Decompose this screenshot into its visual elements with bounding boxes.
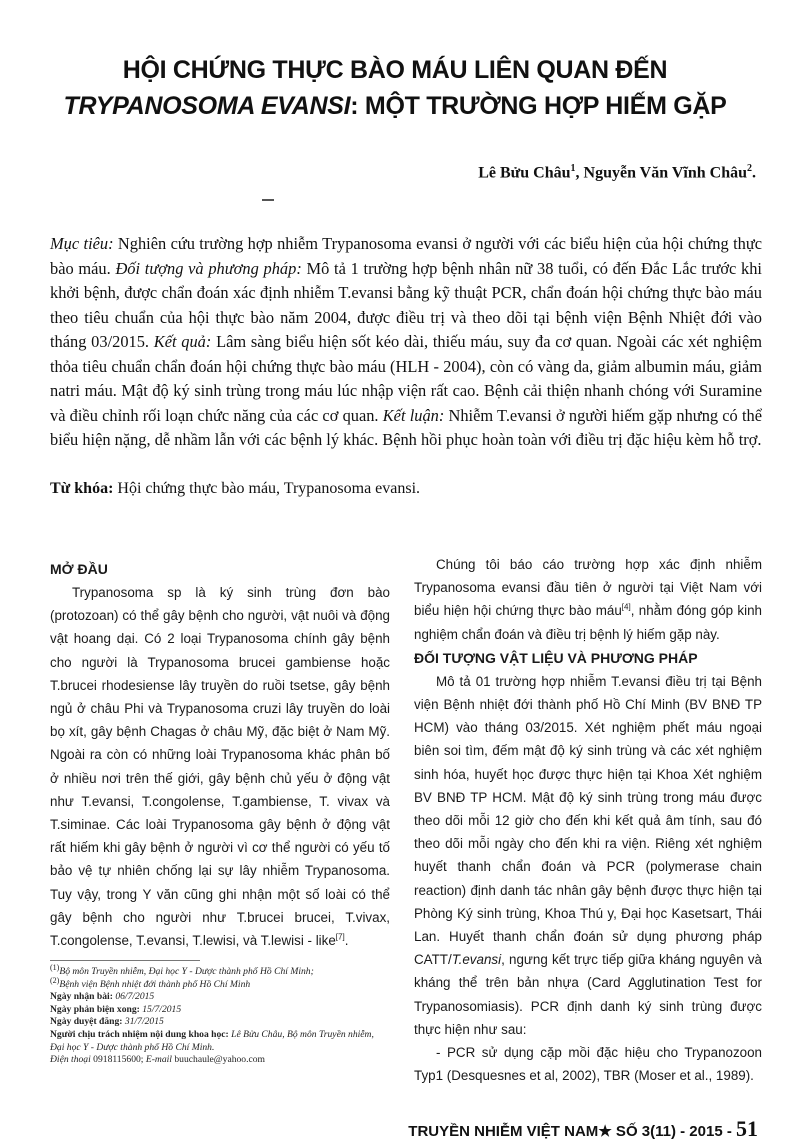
methods-p1-text: Mô tả 01 trường hợp nhiễm T.evansi điều trị tại Bệnh viện Bệnh nhiệt đới thành phố Hồ Chí Minh (BV BNĐ TP HCM) vào tháng 03/2015. Xét nghiệm phết máu ngoại biên soi tìm, đếm mật độ ký sinh trùng và các xét nghiệm sinh hóa, huyết học được thực hiện tại Khoa Xét nghiệm BV BNĐ TP HCM. Mật độ ký sinh trùng trong máu được theo dõi mỗi 12 giờ cho đến khi kết quả âm tính, sau đó theo dõi mỗi ngày cho đến khi ra viện. Riêng xét nghiệm huyết thanh chẩn đoán và PCR (polymerase chain reaction) định danh tác nhân gây bệnh được thực hiện tại Phòng Ký sinh trùng, Khoa Thú y, Đại học Kasetsart, Thái Lan. Huyết thanh chẩn đoán sử dụng phương pháp CATT/ [414, 673, 762, 968]
author-1-affil: 1 [570, 163, 576, 174]
fn-accepted-label: Ngày duyệt đăng: [50, 1016, 123, 1028]
footnote-received [50, 991, 390, 1004]
intro-p1-text: Trypanosoma sp là ký sinh trùng đơn bào (protozoan) có thể gây bệnh cho người, vật nuôi và động vật hoang dại. Có 2 loại Trypanosoma chính gây bệnh cho người là Trypanosoma brucei gambiense hoặc T.brucei rhodesiense lây truyền do ruồi tsetse, gây bệnh ngủ ở châu Phi và Trypanosoma cruzi lây truyền do loài bọ xít, gây bệnh Chagas ở châu Mỹ, đặc biệt ở Nam Mỹ. Ngoài ra còn có những loài Trypanosoma khác phân bố ở nhiều nơi trên thế giới, gây bệnh chủ yếu ở động vật như T.evansi, T.congolense, T.gambiense, T. vivax và T.siminae. Các loài Trypanosoma gây bệnh ở động vật rất hiếm khi gây bệnh ở người vì cơ thể người có yếu tố bảo vệ tự nhiên chống lại sự lây nhiễm Trypanosoma. Tuy vậy, trong Y văn cũng ghi nhận một số loài có thể gây bệnh cho người như T.brucei brucei, T.vivax, T.congolense, T.evansi, T.lewisi, và T.lewisi - like [50, 585, 390, 949]
fn-mark-2: (2) [50, 975, 60, 985]
footer-issue: SỐ 3(11) - 2015 - [611, 1123, 736, 1140]
footnote-accepted [50, 1016, 390, 1029]
methods-p1-species: T.evansi [451, 952, 502, 968]
fn-mark-1: (1) [50, 962, 60, 972]
intro-p2-text: Chúng tôi báo cáo trường hợp xác định nhiễm Trypanosoma evansi đầu tiên ở người tại Việt Nam với biểu hiện hội chứng thực bào máu [414, 557, 762, 619]
fn-email-label: E-mail [145, 1054, 172, 1066]
intro-paragraph-2 [414, 553, 762, 646]
fn-responsible-text: Lê Bửu Châu, Bộ môn Truyền nhiễm, Đại học Y - Dược thành phố Hồ Chí Minh. [50, 1028, 374, 1053]
page-number: 51 [736, 1116, 758, 1141]
ref-4: [4] [621, 602, 631, 612]
title-line-1: HỘI CHỨNG THỰC BÀO MÁU LIÊN QUAN ĐẾN [122, 56, 668, 84]
fn-reviewed-date: 15/7/2015 [139, 1003, 182, 1015]
intro-heading: MỞ ĐẦU [50, 561, 108, 577]
footnotes [50, 962, 390, 1067]
keywords [50, 480, 762, 498]
abstract-label-results: Kết quả: [153, 332, 212, 351]
footnote-responsible [50, 1029, 390, 1054]
authors [478, 163, 756, 182]
footnote-contact [50, 1054, 390, 1067]
keywords-text: Hội chứng thực bào máu, Trypanosoma evansi. [113, 480, 421, 497]
fn-phone-label: Điện thoại [50, 1054, 91, 1066]
left-column [50, 557, 390, 952]
ref-7: [7] [335, 932, 345, 942]
abstract [50, 232, 762, 453]
right-column [414, 553, 762, 1087]
fn-received-label: Ngày nhận bài: [50, 991, 113, 1003]
page-footer [408, 1116, 758, 1142]
separator-mark [262, 199, 274, 201]
fn-phone: 0918115600; [90, 1054, 146, 1066]
author-2: Nguyễn Văn Vĩnh Châu [583, 164, 747, 182]
fn-affil-2: Bệnh viện Bệnh nhiệt đới thành phố Hồ Chí Minh [59, 978, 251, 990]
intro-p1-end: . [344, 933, 349, 949]
footer-journal: TRUYỀN NHIỄM VIỆT NAM [408, 1123, 599, 1140]
author-2-affil: 2 [747, 163, 752, 174]
fn-responsible-label: Người chịu trách nhiệm nội dung khoa học: [50, 1028, 229, 1040]
intro-p2-end: , nhằm đóng góp kinh nghiệm chẩn đoán và điều trị bệnh lý hiếm gặp này. [414, 603, 762, 642]
author-1: Lê Bửu Châu [478, 164, 571, 182]
abstract-label-objective: Mục tiêu: [50, 234, 114, 253]
title-line-2 [0, 92, 790, 121]
authors-end: . [752, 164, 756, 182]
abstract-results: Lâm sàng biểu hiện sốt kéo dài, thiếu máu, suy đa cơ quan. Ngoài các xét nghiệm thỏa tiêu chuẩn chẩn đoán hội chứng thực bào máu (HLH - 2004), còn có vàng da, giảm albumin máu, giảm natri máu. Mật độ ký sinh trùng trong máu lúc nhập viện rất cao. Bệnh cải thiện nhanh chóng với Suramine và điều chỉnh rối loạn chức năng của các cơ quan. [50, 332, 763, 425]
intro-paragraph-1 [50, 581, 390, 952]
fn-reviewed-label: Ngày phản biện xong: [50, 1003, 140, 1015]
abstract-label-conclusion: Kết luận: [382, 405, 445, 425]
footnote-affiliation-1 [50, 962, 390, 979]
footnote-affiliation-2 [50, 975, 390, 992]
fn-accepted-date: 31/7/2015 [122, 1016, 164, 1028]
title-line-2-rest: : MỘT TRƯỜNG HỢP HIẾM GẶP [350, 92, 727, 120]
fn-email: buuchaule@yahoo.com [171, 1054, 266, 1066]
abstract-conclusion: Nhiễm T.evansi ở người hiếm gặp nhưng có thể biểu hiện nặng, dễ nhầm lẫn với các bệnh lý khác. Bệnh hồi phục hoàn toàn với điều trị đặc hiệu kèm hỗ trợ. [50, 405, 762, 449]
fn-affil-1: Bộ môn Truyền nhiễm, Đại học Y - Dược thành phố Hồ Chí Minh; [59, 966, 314, 977]
title-species: TRYPANOSOMA EVANSI [63, 92, 351, 120]
abstract-objective: Nghiên cứu trường hợp nhiễm Trypanosoma evansi ở người với các biểu hiện của hội chứng thực bào máu. [50, 234, 762, 278]
keywords-label: Từ khóa: [50, 480, 114, 497]
fn-received-date: 06/7/2015 [112, 991, 155, 1003]
footnote-reviewed [50, 1004, 390, 1017]
methods-paragraph-2: - PCR sử dụng cặp mồi đặc hiệu cho Trypanozoon Typ1 (Desquesnes et al, 2002), TBR (Moser et al., 1989). [414, 1045, 762, 1084]
abstract-methods: Mô tả 1 trường hợp bệnh nhân nữ 38 tuổi, có đến Đắc Lắc trước khi khởi bệnh, được chẩn đoán xác định nhiễm T.evansi bằng kỹ thuật PCR, chẩn đoán hội chứng thực bào máu theo tiêu chuẩn của hội thực bào năm 2004, được điều trị và theo dõi tại bệnh viện Bệnh Nhiệt đới vào tháng 03/2015. [50, 258, 762, 351]
star-icon: ★ [598, 1123, 612, 1140]
methods-heading: ĐỐI TƯỢNG VẬT LIỆU VÀ PHƯƠNG PHÁP [414, 649, 698, 666]
methods-p1-rest: , ngưng kết trực tiếp giữa kháng nguyên và kháng thể trên bản nhựa (Card Agglutination Test for Trypanosomiasis). PCR định danh ký sinh trùng được thực hiện như sau: [414, 952, 762, 1037]
abstract-label-methods: Đối tượng và phương pháp: [115, 258, 302, 278]
footnote-rule [50, 960, 200, 961]
methods-paragraph-1 [414, 670, 762, 1041]
author-separator: , [575, 164, 584, 182]
